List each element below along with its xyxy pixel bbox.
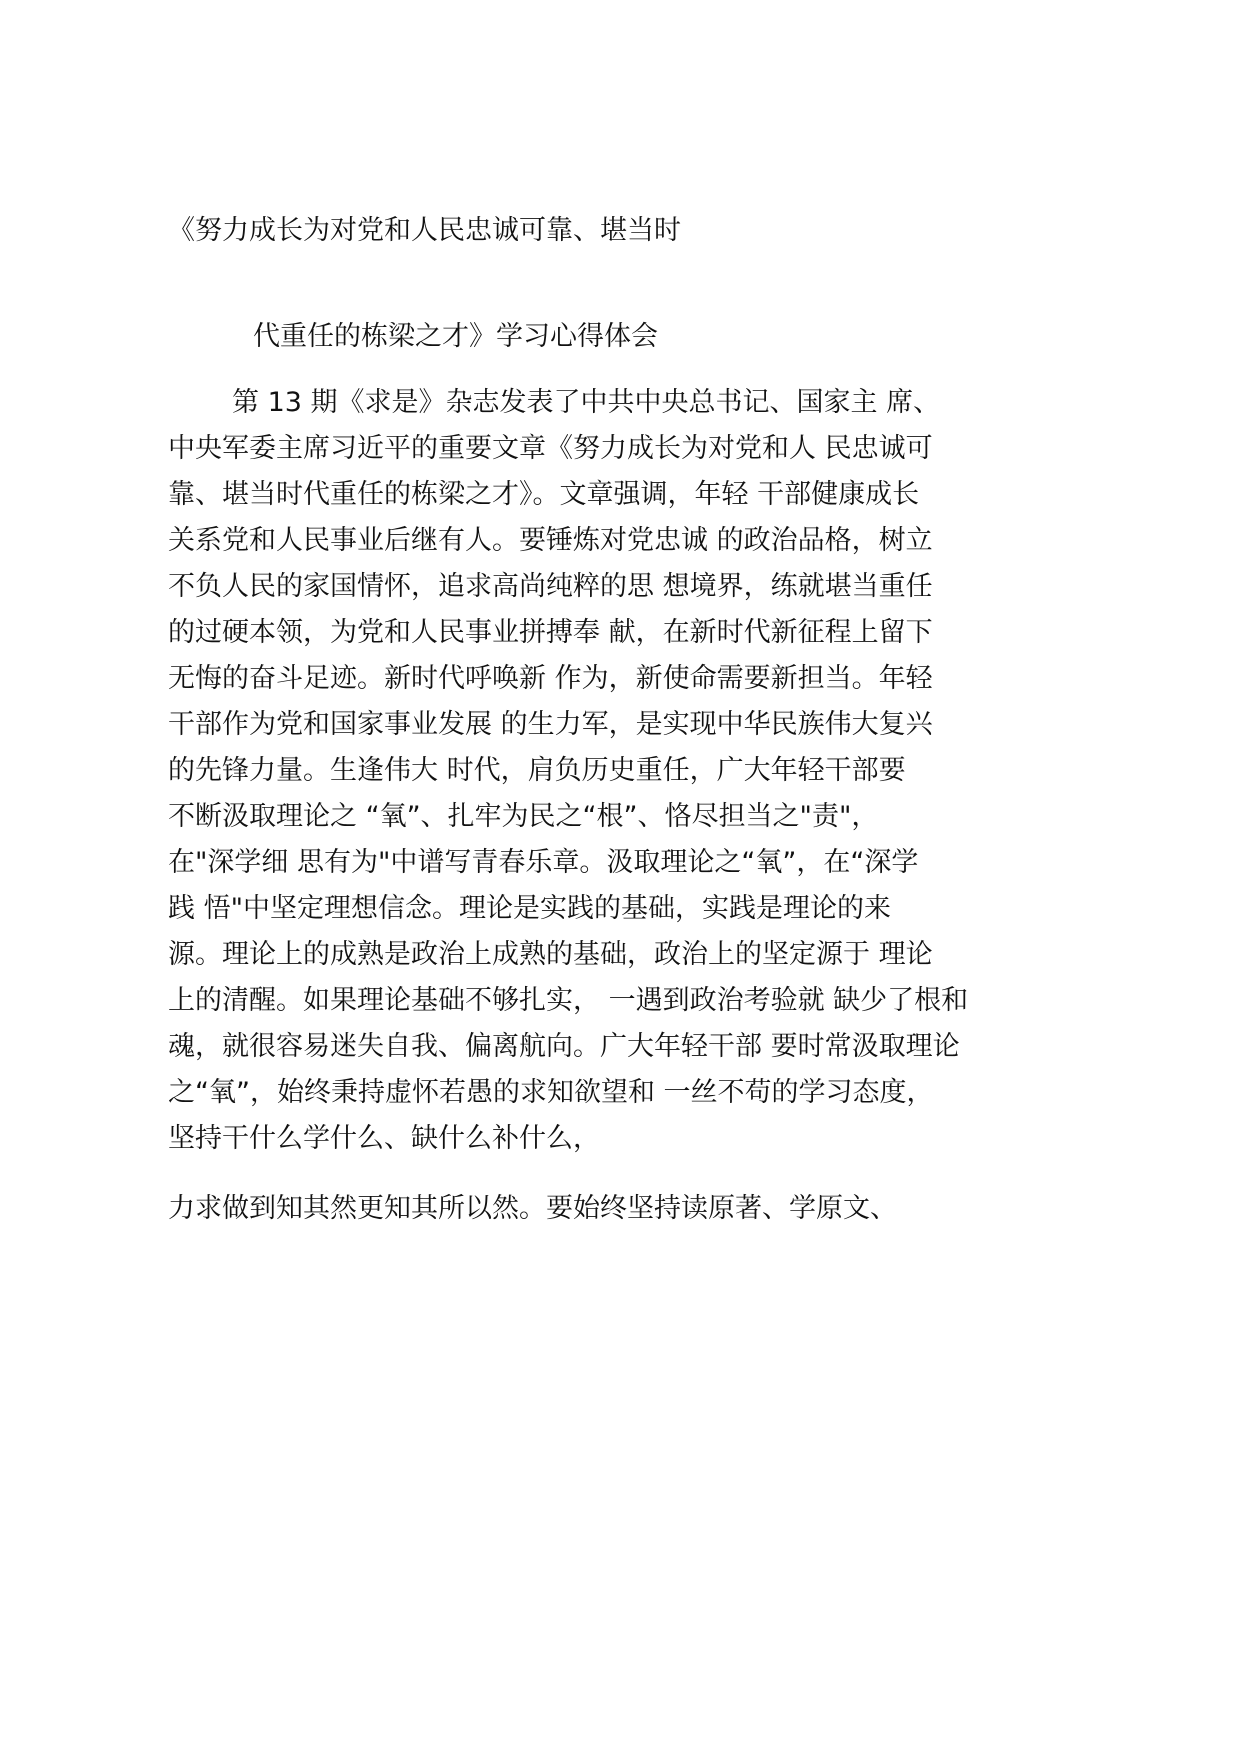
paragraph-line: 之“氧”，始终秉持虚怀若愚的求知欲望和 一丝不苟的学习态度，	[168, 1077, 934, 1108]
paragraph-line: 践 悟"中坚定理想信念。理论是实践的基础，实践是理论的来	[168, 893, 892, 924]
document-title-line-1: 《努力成长为对党和人民忠诚可靠、堪当时	[168, 215, 681, 246]
paragraph-line: 上的清醒。如果理论基础不够扎实， 一遇到政治考验就 缺少了根和	[168, 985, 969, 1016]
paragraph-line: 干部作为党和国家事业发展 的生力军，是实现中华民族伟大复兴	[168, 709, 933, 740]
paragraph-line: 坚持干什么学什么、缺什么补什么，	[168, 1123, 600, 1154]
paragraph-line: 无悔的奋斗足迹。新时代呼唤新 作为，新使命需要新担当。年轻	[168, 663, 933, 694]
paragraph-line: 第 13 期《求是》杂志发表了中共中央总书记、国家主 席、	[232, 387, 941, 418]
paragraph-line: 的先锋力量。生逢伟大 时代，肩负历史重任，广大年轻干部要	[168, 755, 906, 786]
paragraph-line: 中央军委主席习近平的重要文章《努力成长为对党和人 民忠诚可	[168, 433, 933, 464]
paragraph-line: 在"深学细 思有为"中谱写青春乐章。汲取理论之“氧”，在“深学	[168, 847, 919, 878]
paragraph-line: 关系党和人民事业后继有人。要锤炼对党忠诚 的政治品格，树立	[168, 525, 933, 556]
paragraph-line: 不断汲取理论之 “氧”、扎牢为民之“根”、恪尽担当之"责"，	[168, 801, 879, 832]
document-title-line-2: 代重任的栋梁之才》学习心得体会	[253, 321, 658, 352]
paragraph-line: 靠、堪当时代重任的栋梁之才》。文章强调，年轻 干部健康成长	[168, 479, 920, 510]
paragraph-line: 不负人民的家国情怀，追求高尚纯粹的思 想境界，练就堪当重任	[168, 571, 933, 602]
paragraph-trailing-line: 力求做到知其然更知其所以然。要始终坚持读原著、学原文、	[168, 1193, 897, 1224]
paragraph-line: 魂，就很容易迷失自我、偏离航向。广大年轻干部 要时常汲取理论	[168, 1031, 960, 1062]
paragraph-line: 源。理论上的成熟是政治上成熟的基础，政治上的坚定源于 理论	[168, 939, 933, 970]
paragraph-line: 的过硬本领，为党和人民事业拼搏奉 献，在新时代新征程上留下	[168, 617, 933, 648]
